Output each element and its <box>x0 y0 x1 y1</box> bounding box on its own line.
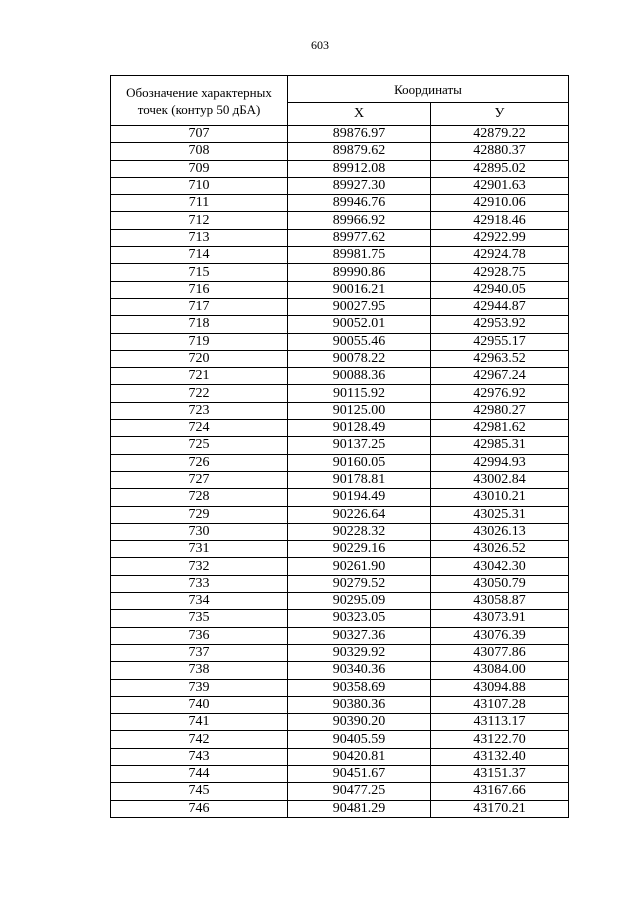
y-coordinate-cell: 42953.92 <box>431 316 569 333</box>
y-coordinate-cell: 42895.02 <box>431 160 569 177</box>
y-coordinate-cell: 43025.31 <box>431 506 569 523</box>
x-coordinate-cell: 89981.75 <box>288 247 431 264</box>
point-id-cell: 716 <box>111 281 288 298</box>
table-row <box>111 558 569 575</box>
table-row <box>111 593 569 610</box>
point-id-cell: 707 <box>111 126 288 143</box>
point-id-cell: 724 <box>111 420 288 437</box>
y-coordinate-cell: 43113.17 <box>431 714 569 731</box>
x-coordinate-cell: 90405.59 <box>288 731 431 748</box>
x-coordinate-cell: 90016.21 <box>288 281 431 298</box>
header-coordinates: Координаты <box>288 76 569 103</box>
y-coordinate-cell: 42980.27 <box>431 402 569 419</box>
x-coordinate-cell: 90279.52 <box>288 575 431 592</box>
y-coordinate-cell: 43002.84 <box>431 471 569 488</box>
y-coordinate-cell: 43077.86 <box>431 644 569 661</box>
y-coordinate-cell: 43073.91 <box>431 610 569 627</box>
y-coordinate-cell: 42879.22 <box>431 126 569 143</box>
table-row <box>111 316 569 333</box>
x-coordinate-cell: 90194.49 <box>288 489 431 506</box>
x-coordinate-cell: 90481.29 <box>288 800 431 817</box>
table-row <box>111 247 569 264</box>
y-coordinate-cell: 43058.87 <box>431 593 569 610</box>
table-body <box>111 126 569 818</box>
point-id-cell: 746 <box>111 800 288 817</box>
page-number: 603 <box>311 38 329 52</box>
point-id-cell: 723 <box>111 402 288 419</box>
y-coordinate-cell: 42963.52 <box>431 350 569 367</box>
point-id-cell: 718 <box>111 316 288 333</box>
x-coordinate-cell: 90358.69 <box>288 679 431 696</box>
point-id-cell: 736 <box>111 627 288 644</box>
point-id-cell: 741 <box>111 714 288 731</box>
table-row <box>111 195 569 212</box>
y-coordinate-cell: 43084.00 <box>431 662 569 679</box>
table-row <box>111 575 569 592</box>
table-row <box>111 471 569 488</box>
x-coordinate-cell: 89927.30 <box>288 177 431 194</box>
table-row <box>111 212 569 229</box>
table-row <box>111 385 569 402</box>
table-row <box>111 523 569 540</box>
point-id-cell: 739 <box>111 679 288 696</box>
x-coordinate-cell: 90451.67 <box>288 765 431 782</box>
table-row <box>111 489 569 506</box>
table-row <box>111 506 569 523</box>
table-row <box>111 714 569 731</box>
x-coordinate-cell: 89966.92 <box>288 212 431 229</box>
y-coordinate-cell: 43076.39 <box>431 627 569 644</box>
y-coordinate-cell: 43026.52 <box>431 541 569 558</box>
table-row <box>111 126 569 143</box>
point-id-cell: 744 <box>111 765 288 782</box>
x-coordinate-cell: 89946.76 <box>288 195 431 212</box>
x-coordinate-cell: 90052.01 <box>288 316 431 333</box>
point-id-cell: 745 <box>111 783 288 800</box>
point-id-cell: 730 <box>111 523 288 540</box>
y-coordinate-cell: 42910.06 <box>431 195 569 212</box>
table-row <box>111 731 569 748</box>
x-coordinate-cell: 89977.62 <box>288 229 431 246</box>
x-coordinate-cell: 89990.86 <box>288 264 431 281</box>
y-coordinate-cell: 42981.62 <box>431 420 569 437</box>
point-id-cell: 740 <box>111 696 288 713</box>
table-row <box>111 177 569 194</box>
y-coordinate-cell: 42880.37 <box>431 143 569 160</box>
point-id-cell: 709 <box>111 160 288 177</box>
table-row <box>111 696 569 713</box>
y-coordinate-cell: 42955.17 <box>431 333 569 350</box>
x-coordinate-cell: 90380.36 <box>288 696 431 713</box>
y-coordinate-cell: 42918.46 <box>431 212 569 229</box>
table-row <box>111 402 569 419</box>
table-row <box>111 333 569 350</box>
y-coordinate-cell: 42976.92 <box>431 385 569 402</box>
x-coordinate-cell: 90115.92 <box>288 385 431 402</box>
point-id-cell: 712 <box>111 212 288 229</box>
x-coordinate-cell: 90055.46 <box>288 333 431 350</box>
point-id-cell: 715 <box>111 264 288 281</box>
y-coordinate-cell: 43094.88 <box>431 679 569 696</box>
x-coordinate-cell: 89912.08 <box>288 160 431 177</box>
x-coordinate-cell: 90261.90 <box>288 558 431 575</box>
point-id-cell: 708 <box>111 143 288 160</box>
y-coordinate-cell: 43050.79 <box>431 575 569 592</box>
x-coordinate-cell: 90088.36 <box>288 368 431 385</box>
x-coordinate-cell: 90327.36 <box>288 627 431 644</box>
point-id-cell: 719 <box>111 333 288 350</box>
table-row <box>111 662 569 679</box>
point-id-cell: 743 <box>111 748 288 765</box>
table-row <box>111 264 569 281</box>
table-row <box>111 437 569 454</box>
x-coordinate-cell: 90128.49 <box>288 420 431 437</box>
x-coordinate-cell: 90226.64 <box>288 506 431 523</box>
y-coordinate-cell: 42928.75 <box>431 264 569 281</box>
point-id-cell: 737 <box>111 644 288 661</box>
point-id-cell: 727 <box>111 471 288 488</box>
x-coordinate-cell: 90178.81 <box>288 471 431 488</box>
table-row <box>111 298 569 315</box>
x-coordinate-cell: 90228.32 <box>288 523 431 540</box>
x-coordinate-cell: 89876.97 <box>288 126 431 143</box>
y-coordinate-cell: 42940.05 <box>431 281 569 298</box>
y-coordinate-cell: 43151.37 <box>431 765 569 782</box>
point-id-cell: 728 <box>111 489 288 506</box>
header-y: У <box>431 103 569 126</box>
table-row <box>111 644 569 661</box>
coordinates-table <box>110 75 569 818</box>
table-row <box>111 160 569 177</box>
point-id-cell: 710 <box>111 177 288 194</box>
point-id-cell: 742 <box>111 731 288 748</box>
table-row <box>111 748 569 765</box>
table-row <box>111 610 569 627</box>
x-coordinate-cell: 90323.05 <box>288 610 431 627</box>
x-coordinate-cell: 90329.92 <box>288 644 431 661</box>
x-coordinate-cell: 89879.62 <box>288 143 431 160</box>
table-row <box>111 143 569 160</box>
y-coordinate-cell: 43042.30 <box>431 558 569 575</box>
table-row <box>111 765 569 782</box>
point-id-cell: 725 <box>111 437 288 454</box>
point-id-cell: 711 <box>111 195 288 212</box>
table-row <box>111 281 569 298</box>
y-coordinate-cell: 42924.78 <box>431 247 569 264</box>
point-id-cell: 714 <box>111 247 288 264</box>
table-row <box>111 229 569 246</box>
table-row <box>111 350 569 367</box>
x-coordinate-cell: 90078.22 <box>288 350 431 367</box>
y-coordinate-cell: 42967.24 <box>431 368 569 385</box>
y-coordinate-cell: 43010.21 <box>431 489 569 506</box>
x-coordinate-cell: 90340.36 <box>288 662 431 679</box>
x-coordinate-cell: 90137.25 <box>288 437 431 454</box>
table-row <box>111 679 569 696</box>
x-coordinate-cell: 90420.81 <box>288 748 431 765</box>
table-row <box>111 368 569 385</box>
y-coordinate-cell: 42922.99 <box>431 229 569 246</box>
table-row <box>111 541 569 558</box>
point-id-cell: 717 <box>111 298 288 315</box>
header-x: X <box>288 103 431 126</box>
y-coordinate-cell: 43170.21 <box>431 800 569 817</box>
x-coordinate-cell: 90027.95 <box>288 298 431 315</box>
table-row <box>111 420 569 437</box>
table-row <box>111 783 569 800</box>
y-coordinate-cell: 42901.63 <box>431 177 569 194</box>
point-id-cell: 735 <box>111 610 288 627</box>
y-coordinate-cell: 43132.40 <box>431 748 569 765</box>
x-coordinate-cell: 90125.00 <box>288 402 431 419</box>
x-coordinate-cell: 90160.05 <box>288 454 431 471</box>
x-coordinate-cell: 90390.20 <box>288 714 431 731</box>
x-coordinate-cell: 90477.25 <box>288 783 431 800</box>
table-row <box>111 627 569 644</box>
point-id-cell: 713 <box>111 229 288 246</box>
point-id-cell: 720 <box>111 350 288 367</box>
y-coordinate-cell: 42985.31 <box>431 437 569 454</box>
table-row <box>111 800 569 817</box>
y-coordinate-cell: 43122.70 <box>431 731 569 748</box>
point-id-cell: 732 <box>111 558 288 575</box>
table-row <box>111 454 569 471</box>
y-coordinate-cell: 42994.93 <box>431 454 569 471</box>
y-coordinate-cell: 42944.87 <box>431 298 569 315</box>
point-id-cell: 731 <box>111 541 288 558</box>
point-id-cell: 734 <box>111 593 288 610</box>
x-coordinate-cell: 90229.16 <box>288 541 431 558</box>
y-coordinate-cell: 43026.13 <box>431 523 569 540</box>
point-id-cell: 726 <box>111 454 288 471</box>
point-id-cell: 733 <box>111 575 288 592</box>
point-id-cell: 729 <box>111 506 288 523</box>
point-id-cell: 738 <box>111 662 288 679</box>
x-coordinate-cell: 90295.09 <box>288 593 431 610</box>
header-point-designation: Обозначение характерных точек (контур 50 дБА) <box>111 76 288 126</box>
y-coordinate-cell: 43107.28 <box>431 696 569 713</box>
point-id-cell: 721 <box>111 368 288 385</box>
point-id-cell: 722 <box>111 385 288 402</box>
y-coordinate-cell: 43167.66 <box>431 783 569 800</box>
